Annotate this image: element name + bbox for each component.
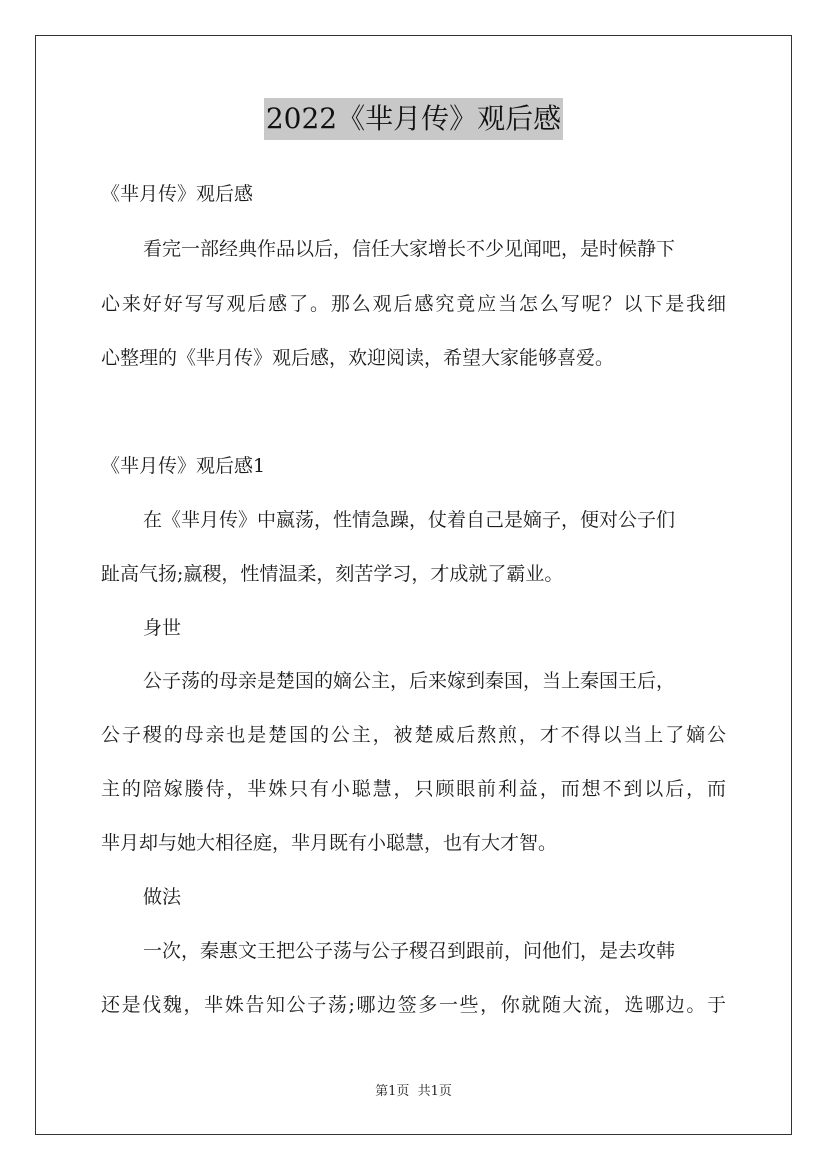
para2-line-4: 芈月却与她大相径庭，芈月既有小聪慧，也有大才智。 — [101, 832, 558, 854]
page-title: 2022《芈月传》观后感 — [264, 98, 563, 140]
page-footer: 第1页 共1页 — [375, 1084, 452, 1099]
para3-line-1: 一次，秦惠文王把公子荡与公子稷召到跟前，问他们，是去攻韩 — [143, 940, 676, 962]
para1-line-2: 趾高气扬;嬴稷，性情温柔，刻苦学习，才成就了霸业。 — [101, 563, 564, 585]
section-heading: 《芈月传》观后感1 — [101, 455, 266, 477]
document-subtitle: 《芈月传》观后感 — [101, 183, 254, 205]
subheading-approach: 做法 — [143, 886, 182, 908]
para3-line-2: 还是伐魏，芈姝告知公子荡;哪边签多一些，你就随大流，选哪边。于 — [101, 994, 726, 1016]
title-wrap — [0, 98, 827, 140]
para2-line-3: 主的陪嫁媵侍，芈姝只有小聪慧，只顾眼前利益，而想不到以后，而 — [101, 778, 726, 800]
para2-line-2: 公子稷的母亲也是楚国的公主，被楚威后熬煎，才不得以当上了嫡公 — [101, 724, 726, 746]
intro-line-2: 心来好好写写观后感了。那么观后感究竟应当怎么写呢？以下是我细 — [101, 293, 726, 315]
subheading-background: 身世 — [143, 617, 182, 639]
intro-line-3: 心整理的《芈月传》观后感，欢迎阅读，希望大家能够喜爱。 — [101, 347, 615, 369]
para1-line-1: 在《芈月传》中嬴荡，性情急躁，仗着自己是嫡子，便对公子们 — [143, 509, 676, 531]
para2-line-1: 公子荡的母亲是楚国的嫡公主，后来嫁到秦国，当上秦国王后， — [143, 670, 676, 692]
intro-line-1: 看完一部经典作品以后，信任大家增长不少见闻吧，是时候静下 — [143, 238, 676, 260]
